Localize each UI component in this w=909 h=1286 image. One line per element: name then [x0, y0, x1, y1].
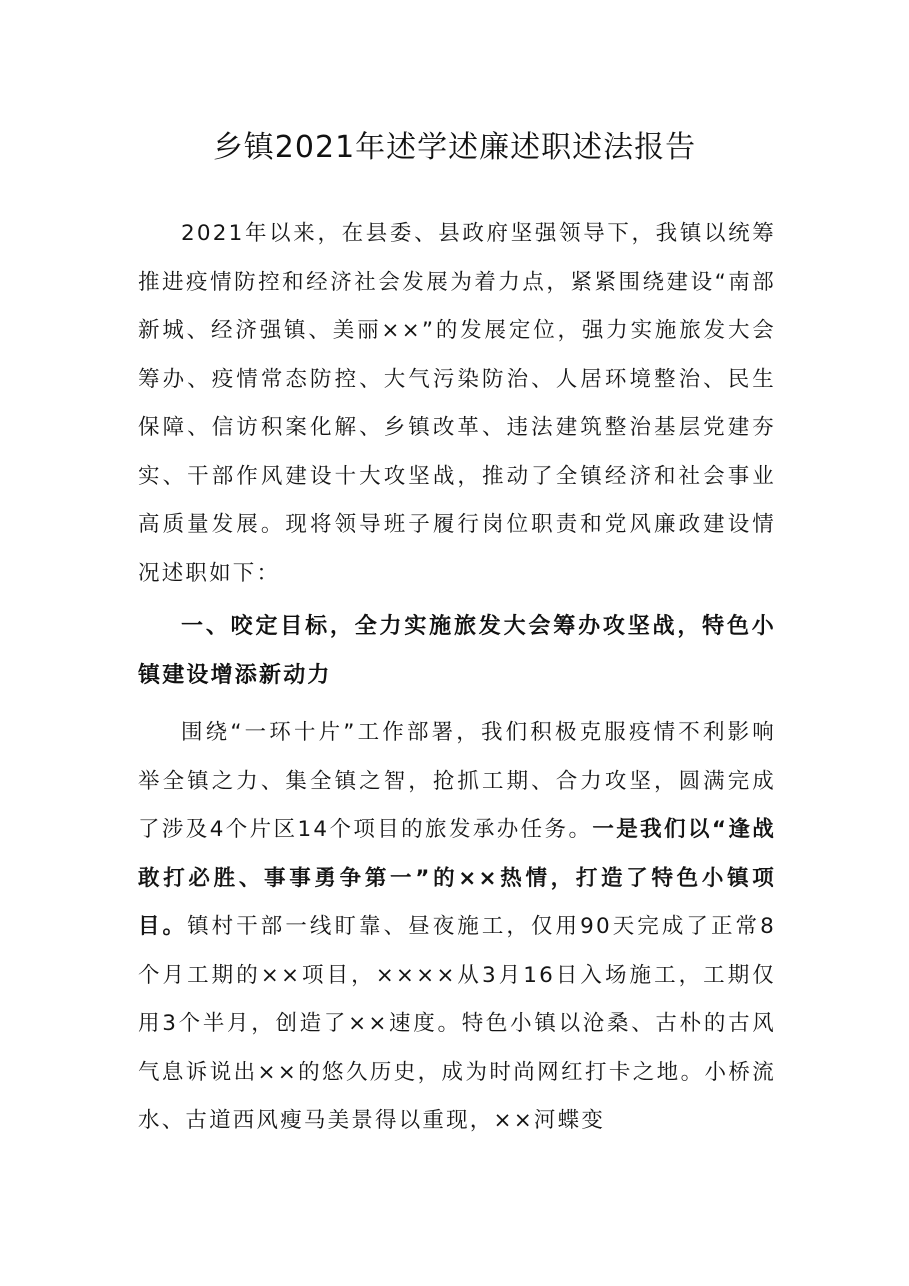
paragraph-section-1-bold: 一是我们以“逢战敢打必胜、事事勇争第一”的××热情，打造了特色小镇项目。 — [138, 817, 776, 939]
section-heading-1: 一、咬定目标，全力实施旅发大会筹办攻坚战，特色小镇建设增添新动力 — [138, 614, 776, 688]
paragraph-section-1-rest: 镇村干部一线盯靠、昼夜施工，仅用90天完成了正常8个月工期的××项目，××××从3月16日入场施工，工期仅用3个半月，创造了××速度。特色小镇以沧桑、古朴的古风气息诉说出××的悠久历史，成为时尚网红打卡之地。小桥流水、古道西风瘦马美景得以重现，××河蝶变 — [138, 914, 776, 1133]
document-title: 乡镇2021年述学述廉述职述法报告 — [212, 130, 697, 165]
paragraph-intro: 2021年以来，在县委、县政府坚强领导下，我镇以统筹推进疫情防控和经济社会发展为着力点，紧紧围绕建设“南部新城、经济强镇、美丽××”的发展定位，强力实施旅发大会筹办、疫情常态防控、大气污染防治、人居环境整治、民生保障、信访积案化解、乡镇改革、违法建筑整治基层党建夯实、干部作风建设十大攻坚战，推动了全镇经济和社会事业高质量发展。现将领导班子履行岗位职责和党风廉政建设情况述职如下： — [138, 221, 776, 586]
paragraph-section-1 — [138, 709, 776, 1146]
paragraph-section-1-intro: 围绕“一环十片”工作部署，我们积极克服疫情不利影响举全镇之力、集全镇之智，抢抓工期、合力攻坚，圆满完成了涉及4个片区14个项目的旅发承办任务。 — [138, 720, 776, 842]
